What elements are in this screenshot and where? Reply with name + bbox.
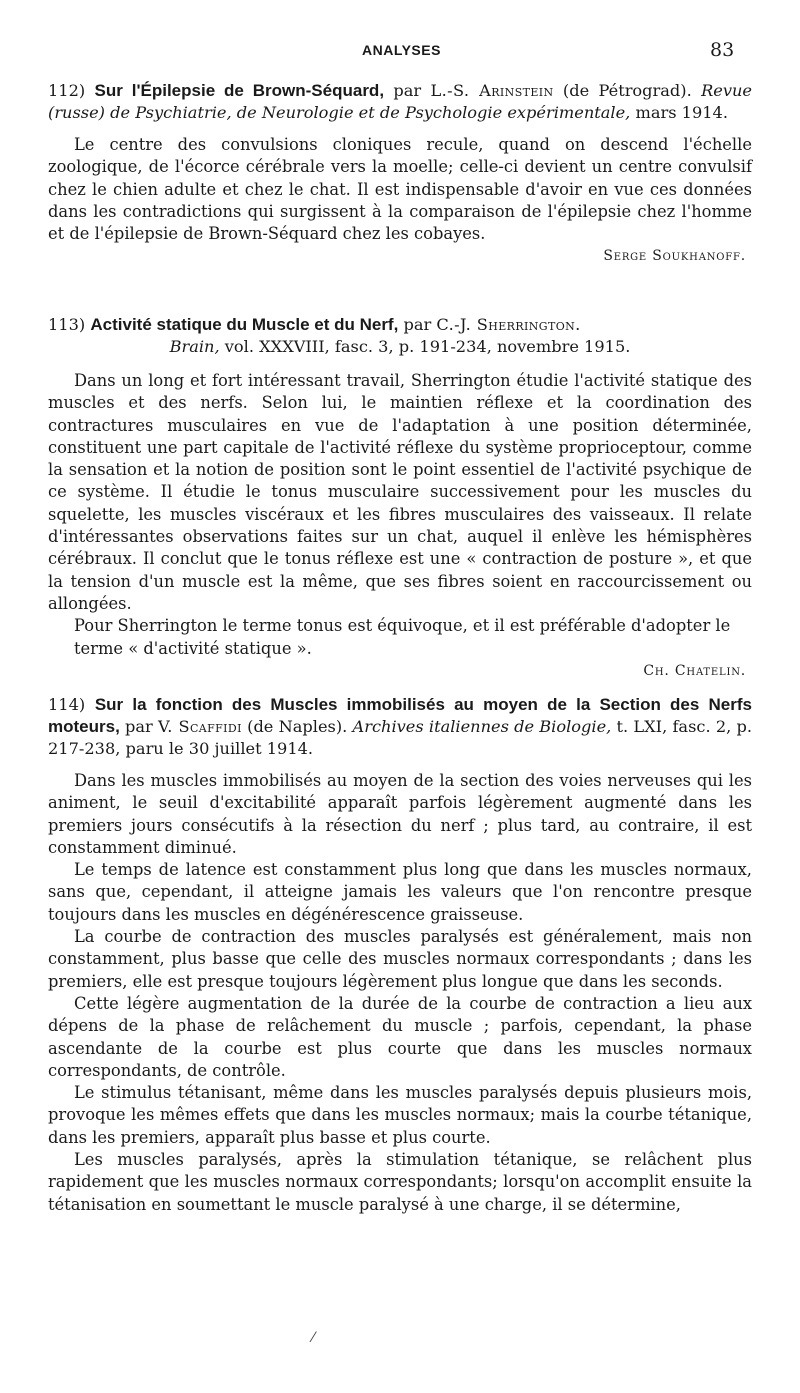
signature: Ch. Chatelin. bbox=[643, 662, 746, 679]
entry-author: C.-J. Sherrington. bbox=[436, 315, 581, 334]
entry-details: t. LXI, fasc. 2, p. 217-238, paru le 30 juillet 1914. bbox=[48, 717, 752, 758]
paragraph: Dans les muscles immobilisés au moyen de la section des voies nerveuses qui les animent, le seuil d'excitabilité apparaît parfois légèrement augmenté dans les premiers jours consécutifs à la résection du nerf ; plus tard, au contraire, il est constamment diminué. bbox=[48, 771, 752, 857]
entry-heading bbox=[48, 80, 752, 124]
entry-details: vol. XXXVIII, fasc. 3, p. 191-234, novembre 1915. bbox=[224, 337, 631, 356]
entry-number: 112) bbox=[48, 81, 86, 100]
entry-heading bbox=[48, 694, 752, 760]
paragraph: Le temps de latence est constamment plus long que dans les muscles normaux, sans que, cependant, il atteigne jamais les valeurs que l'on rencontre presque toujours dans les muscles en dégénérescence graisseuse. bbox=[48, 860, 752, 924]
paragraph: Cette légère augmentation de la durée de la courbe de contraction a lieu aux dépens de la phase de relâchement du muscle ; parfois, cependant, la phase ascendante de la courbe est plus courte que dans les muscles normaux correspondants, de contrôle. bbox=[48, 993, 752, 1080]
entry-114 bbox=[48, 694, 752, 1216]
running-head bbox=[0, 39, 800, 62]
signature: Serge Soukhanoff. bbox=[603, 248, 746, 265]
entry-by: par bbox=[403, 315, 432, 334]
entry-author: L.-S. Arinstein bbox=[430, 81, 554, 100]
entry-by: par bbox=[125, 717, 153, 736]
paragraph: Les muscles paralysés, après la stimulation tétanique, se relâchent plus rapidement que les muscles normaux correspondants; lorsqu'on accomplit ensuite la tétanisation en soumettant le muscle paralysé à une charge, il se détermine, bbox=[48, 1150, 752, 1214]
entry-affiliation: (de Naples). bbox=[247, 717, 348, 736]
entry-affiliation: (de Pétrograd). bbox=[562, 81, 692, 100]
entry-title: Sur la fonction des Muscles immobilisés au moyen de la Section des Nerfs moteurs, bbox=[48, 695, 752, 736]
entry-title: Activité statique du Muscle et du Nerf, bbox=[90, 315, 399, 334]
page-number: 83 bbox=[710, 39, 735, 61]
entry-113 bbox=[48, 314, 752, 682]
paragraph: Le centre des convulsions cloniques recule, quand on descend l'échelle zoologique, de l'écorce cérébrale vers la moelle; celle-ci devient un centre convulsif chez le chien adulte et chez le chat. Il est indispensable d'avoir en vue ces données dans les contradictions qui surgissent à la comparaison de l'épilepsie chez l'homme et de l'épilepsie de Brown-Séquard chez les cobayes. bbox=[48, 135, 752, 244]
entry-title: Sur l'Épilepsie de Brown-Séquard, bbox=[94, 81, 385, 100]
entry-source: Archives italiennes de Biologie, bbox=[352, 717, 612, 736]
entry-body bbox=[48, 770, 752, 1216]
entry-heading bbox=[48, 314, 752, 358]
paragraph: Dans un long et fort intéressant travail, Sherrington étudie l'activité statique des muscles et des nerfs. Selon lui, le maintien réflexe et la coordination des contractures musculaires en vue de l'adaptation à une position déterminée, constituent une part capitale de l'activité réflexe du système proprioceptour, comme la sensation et la notion de position sont le point essentiel de l'activité psychique de ce système. Il étudie le tonus musculaire successivement pour les muscles du squelette, les muscles viscéraux et les fibres musculaires des vaisseaux. Il relate d'intéressantes observations faites sur un chat, auquel il enlève les hémisphères cérébraux. Il conclut que le tonus réflexe est une « contraction de posture », et que la tension d'un muscle est la même, que ses fibres soient en raccourcissement ou allongées. bbox=[48, 371, 752, 613]
paragraph: Le stimulus tétanisant, même dans les muscles paralysés depuis plusieurs mois, provoque les mêmes effets que dans les muscles normaux; mais la courbe tétanique, dans les premiers, apparaît plus basse et plus courte. bbox=[48, 1083, 752, 1147]
entry-date: mars 1914. bbox=[635, 103, 729, 122]
entry-number: 114) bbox=[48, 695, 86, 714]
entry-by: par bbox=[393, 81, 422, 100]
running-title: ANALYSES bbox=[362, 42, 441, 58]
closing-line bbox=[48, 615, 752, 660]
closing-text: Pour Sherrington le terme tonus est équivoque, et il est préférable d'adopter le terme « d'activité statique ». bbox=[74, 616, 731, 658]
entry-112 bbox=[48, 80, 752, 267]
entry-author: V. Scaffidi bbox=[158, 717, 242, 736]
entry-source: Brain, bbox=[169, 337, 220, 356]
ink-mark: ⁄ bbox=[312, 1330, 315, 1346]
entry-number: 113) bbox=[48, 315, 86, 334]
entry-source: Revue (russe) de Psychiatrie, de Neurologie et de Psychologie expérimentale, bbox=[48, 81, 752, 122]
paragraph: La courbe de contraction des muscles paralysés est généralement, mais non constamment, plus basse que celle des muscles normaux correspondants ; dans les premiers, elle est presque toujours légèrement plus longue que dans les seconds. bbox=[48, 927, 752, 991]
